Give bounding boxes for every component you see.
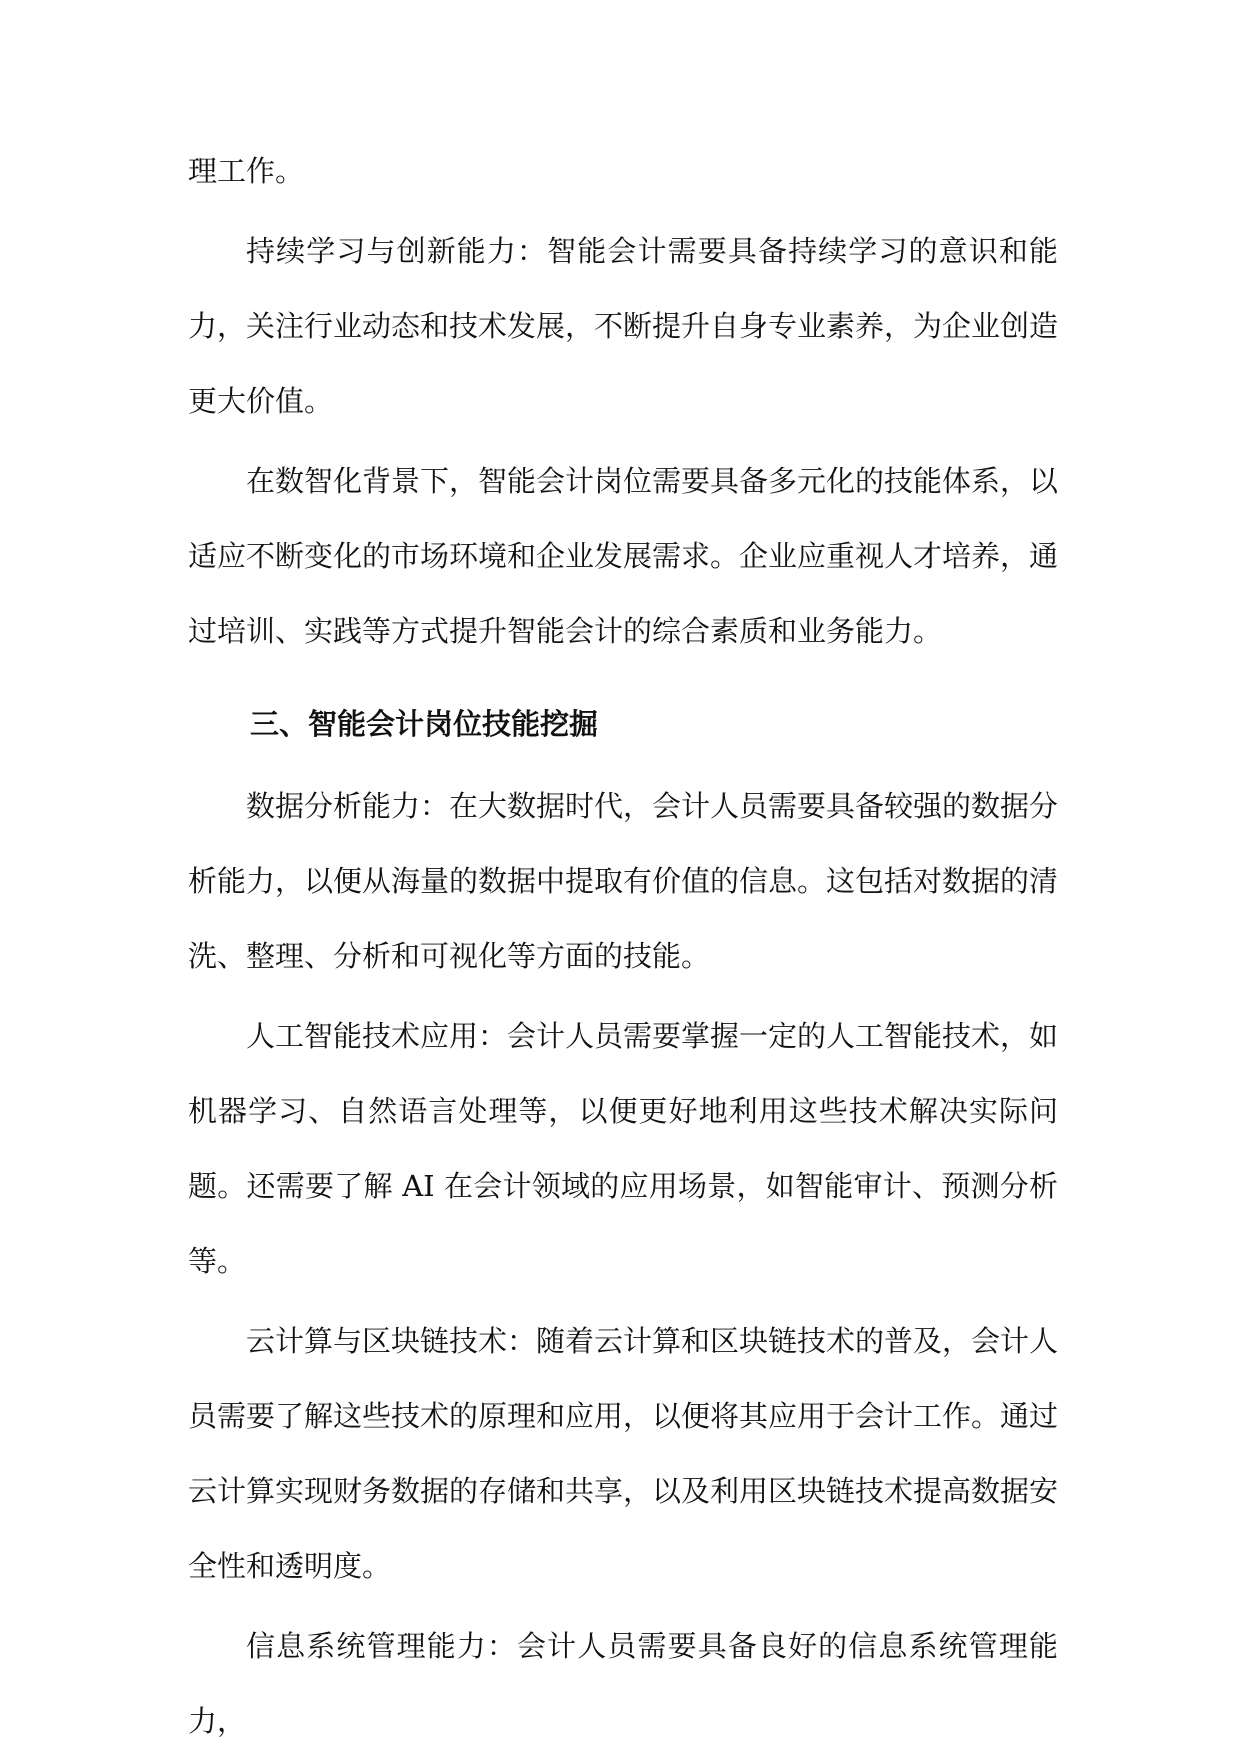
section-heading: 三、智能会计岗位技能挖掘 bbox=[250, 707, 599, 741]
paragraph-ai-application: 人工智能技术应用：会计人员需要掌握一定的人工智能技术，如机器学习、自然语言处理等，以便更好地利用这些技术解决实际问题。还需要了解 AI 在会计领域的应用场景，如智能审计、预测分析等。 bbox=[188, 1019, 1059, 1278]
paragraph-skill-system-summary: 在数智化背景下，智能会计岗位需要具备多元化的技能体系，以适应不断变化的市场环境和企业发展需求。企业应重视人才培养，通过培训、实践等方式提升智能会计的综合素质和业务能力。 bbox=[188, 464, 1059, 648]
paragraph-info-system-management: 信息系统管理能力：会计人员需要具备良好的信息系统管理能力， bbox=[188, 1629, 1058, 1738]
paragraph-continuous-learning: 持续学习与创新能力：智能会计需要具备持续学习的意识和能力，关注行业动态和技术发展，不断提升自身专业素养，为企业创造更大价值。 bbox=[188, 234, 1059, 418]
paragraph-data-analysis: 数据分析能力：在大数据时代，会计人员需要具备较强的数据分析能力，以便从海量的数据中提取有价值的信息。这包括对数据的清洗、整理、分析和可视化等方面的技能。 bbox=[188, 789, 1059, 973]
document-body bbox=[188, 134, 1058, 1764]
paragraph-continuation: 理工作。 bbox=[188, 154, 305, 188]
paragraph-cloud-blockchain: 云计算与区块链技术：随着云计算和区块链技术的普及，会计人员需要了解这些技术的原理和应用，以便将其应用于会计工作。通过云计算实现财务数据的存储和共享，以及利用区块链技术提高数据安全性和透明度。 bbox=[188, 1324, 1059, 1583]
